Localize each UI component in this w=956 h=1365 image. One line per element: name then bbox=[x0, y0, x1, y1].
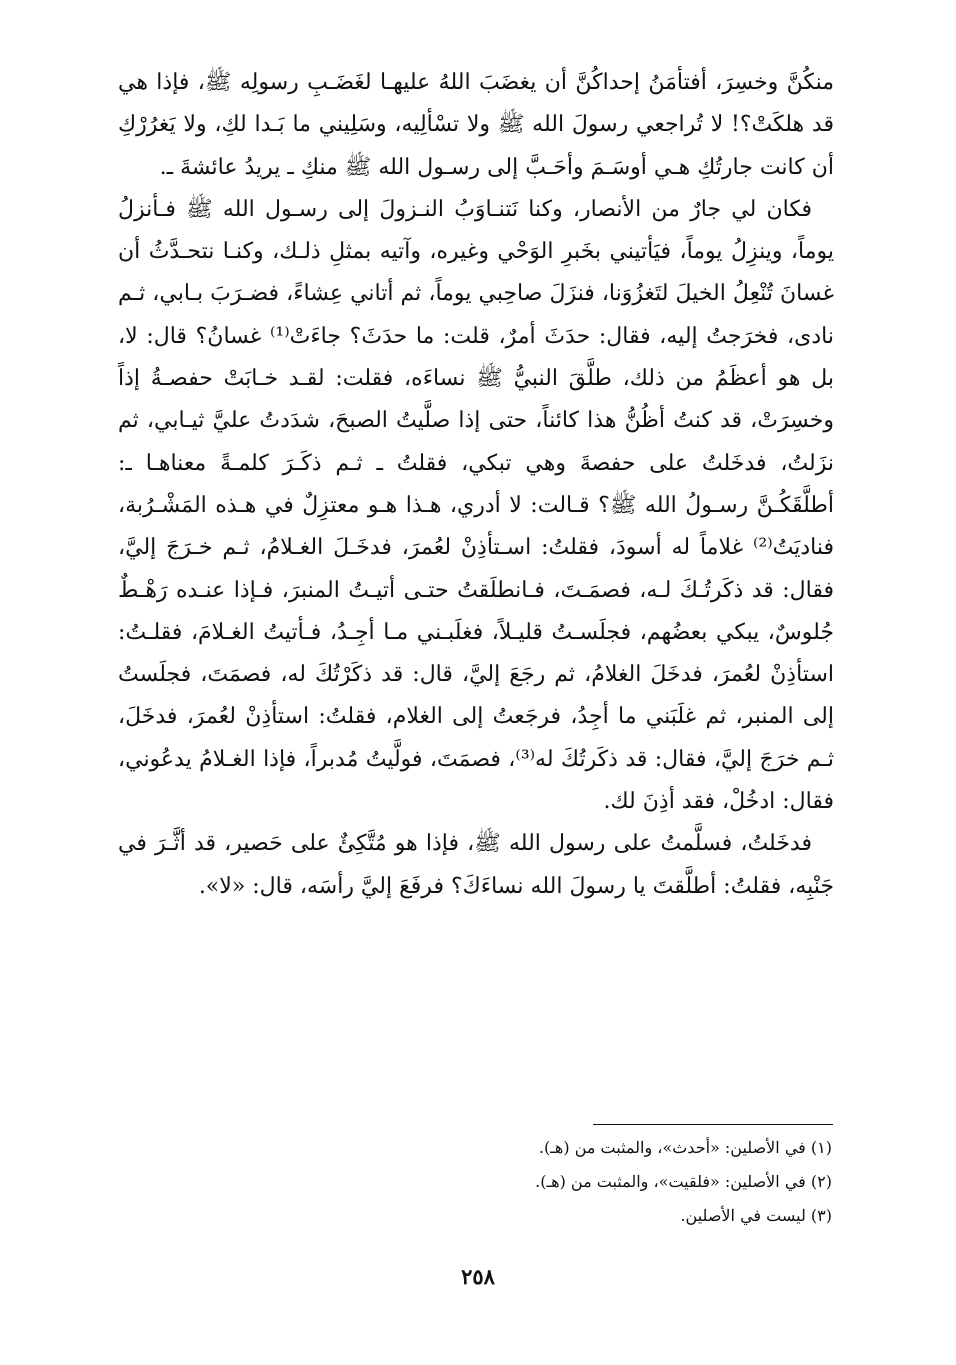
main-text bbox=[118, 62, 834, 908]
paragraph-1: منكُنَّ وخسِرَ، أفتأمَنُ إحداكُنَّ أن يغضَبَ اللهُ عليهـا لغَضَـبِ رسولِه ﷺ، فإذا هي قد هلكَتْ؟! لا تُراجعي رسولَ الله ﷺ ولا تسْألِيه، وسَلِيني ما بَـدا لكِ، ولا يَغرُرْكِ أن كانت جارتُكِ هـي أوسَـمَ وأحَـبَّ إلى رسـول الله ﷺ منكِ ـ يريدُ عائشةَ ـ. bbox=[118, 70, 834, 180]
page-number: ٢٥٨ bbox=[461, 1264, 495, 1289]
footnote-1: (١) في الأصلين: «أحدث»، والمثبت من (هـ). bbox=[538, 1138, 832, 1157]
paragraph-2: فكان لي جارٌ من الأنصار، وكنا نَتنـاوَبُ النـزولَ إلى رسـول الله ﷺ فـأنزلُ يوماً، وينزِلُ يوماً، فيَأتيني بخَبرِ الوَحْي وغيره، وآتيه بمثلِ ذلـك، وكنـا نتحـدَّثُ أن غسانَ تُنْعِلُ الخيلَ لتَغزُوَنا، فنزَلَ صاحِبي يوماً، ثم أتاني عِشاءً، فضـرَبَ بـابي، ثـم نادى، فخرَجتُ إليه، فقال: حدَثَ أمرٌ، قلت: ما حدَثَ؟ جاءَتْ⁽¹⁾ غسانُ؟ قال: لا، بل هو أعظَمُ من ذلك، طلَّقَ النبيُّ ﷺ نساءَه، فقلت: لقـد خـابَتْ حفصـةُ إذاً وخسِرَتْ، قد كنتُ أظُنُّ هذا كائناً، حتى إذا صلَّيتُ الصبحَ، شدَدتُ عليَّ ثيـابي، ثم نزَلتُ، فدخَلتُ على حفصةَ وهي تبكي، فقلتُ ـ ثـم ذكَـرَ كلمـةً معناهـا ـ: أطلَّقَكُـنَّ رسـولُ الله ﷺ؟ قـالت: لا أدري، هـذا هـو معتزِلٌ في هـذه المَشْـرُبة، فناديَتُ⁽²⁾ غلاماً له أسودَ، فقلتُ: اسـتأذِنْ لعُمرَ، فدخَـلَ الغـلامُ، ثـم خـرَجَ إليَّ، فقال: قد ذكَرتُـكَ لـه، فصمَـتَ، فـانطلَقتُ حتـى أتيـتُ المنبرَ، فـإذا عنـده رَهْـطٌ جُلوسٌ، يبكي بعضُهم، فجلَسـتُ قليـلاً، فغلَبـني مـا أجِـدُ، فـأتيتُ الغـلامَ، فقلـتُ: استأذِنْ لعُمرَ، فدخَلَ الغلامُ، ثم رجَعَ إليَّ، قال: قد ذكَرْتُكَ له، فصمَتَ، فجلَستُ إلى المنبر، ثم غلَبَني ما أجِدُ، فرجَعتُ إلى الغلام، فقلتُ: استأذِنْ لعُمرَ، فدخَلَ، ثـم خرَجَ إليَّ، فقال: قد ذكَرتُكَ له⁽³⁾، فصمَتَ، فولَّيتُ مُدبراً، فإذا الغـلامُ يدعُوني، فقال: ادخُلْ، فقد أذِنَ لك. bbox=[118, 196, 834, 815]
footnote-3: (٣) ليست في الأصلين. bbox=[680, 1206, 832, 1225]
footnote-separator bbox=[593, 1124, 833, 1125]
paragraph-3: فدخَلتُ، فسلَّمتُ على رسول الله ﷺ، فإذا هو مُتَّكِئٌ على حَصير، قد أثَّـرَ في جَنْبِه، فقلتُ: أطلَّقتَ يا رسولَ الله نساءَكَ؟ فرفَعَ إليَّ رأسَه، قال: «لا». bbox=[118, 831, 834, 899]
footnote-2: (٢) في الأصلين: «فلقيت»، والمثبت من (هـ). bbox=[535, 1172, 832, 1191]
footnotes bbox=[420, 1131, 832, 1233]
